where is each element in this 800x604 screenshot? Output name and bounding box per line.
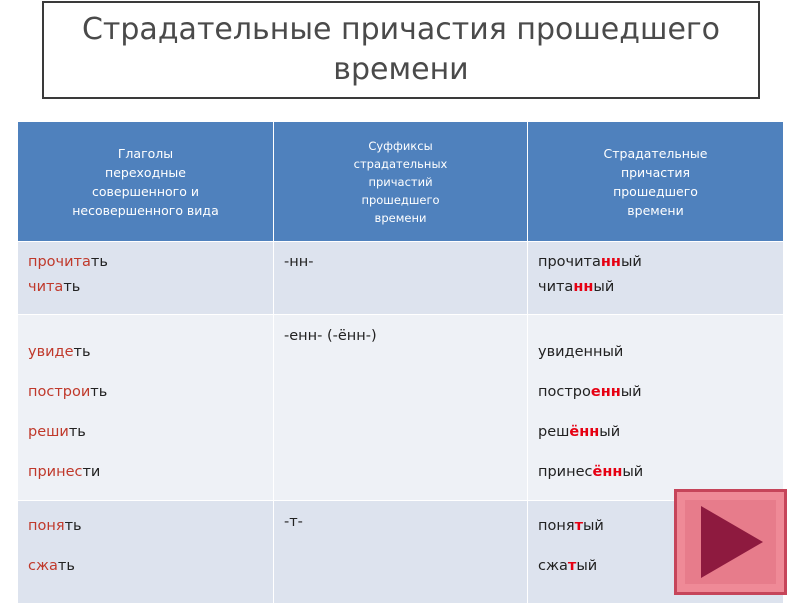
suffix-cell: -т- — [274, 501, 528, 604]
slide-title-box — [42, 1, 760, 99]
verb-word: прочитать — [28, 254, 108, 270]
play-triangle-icon — [677, 492, 784, 592]
table-header-row — [18, 122, 784, 242]
verb-word: сжать — [28, 558, 75, 574]
play-triangle-shape — [701, 506, 763, 578]
participles-table — [17, 121, 784, 604]
verb-word: увидеть — [28, 344, 91, 360]
verbs-cell — [18, 242, 274, 315]
verb-word: понять — [28, 518, 82, 534]
suffix-cell: -енн- (-ённ-) — [274, 315, 528, 501]
verb-word: решить — [28, 424, 86, 440]
table-row — [18, 242, 784, 315]
participle-word: читанный — [538, 279, 615, 295]
suffix-cell: -нн- — [274, 242, 528, 315]
participle-word: решённый — [538, 424, 621, 440]
slide-title: Страдательные причастия прошедшего времени — [81, 12, 721, 87]
participle-word: прочитанный — [538, 254, 642, 270]
verb-word: принести — [28, 464, 101, 480]
next-slide-button[interactable] — [674, 489, 787, 595]
verb-word: построить — [28, 384, 108, 400]
table-row — [18, 315, 784, 501]
table-row — [18, 501, 784, 604]
header-verbs: Глаголы переходные совершенного и несовершенного вида — [18, 122, 274, 242]
header-suffixes: Суффиксы страдательных причастий прошедшего времени — [274, 122, 528, 242]
verb-word: читать — [28, 279, 81, 295]
participle-word: увиденный — [538, 344, 624, 360]
participle-word: построенный — [538, 384, 642, 400]
verbs-cell — [18, 501, 274, 604]
participles-cell — [528, 242, 784, 315]
participles-cell — [528, 315, 784, 501]
header-participles: Страдательные причастия прошедшего времени — [528, 122, 784, 242]
verbs-cell — [18, 315, 274, 501]
participle-word: понятый — [538, 518, 604, 534]
participle-word: сжатый — [538, 558, 598, 574]
participle-word: принесённый — [538, 464, 644, 480]
